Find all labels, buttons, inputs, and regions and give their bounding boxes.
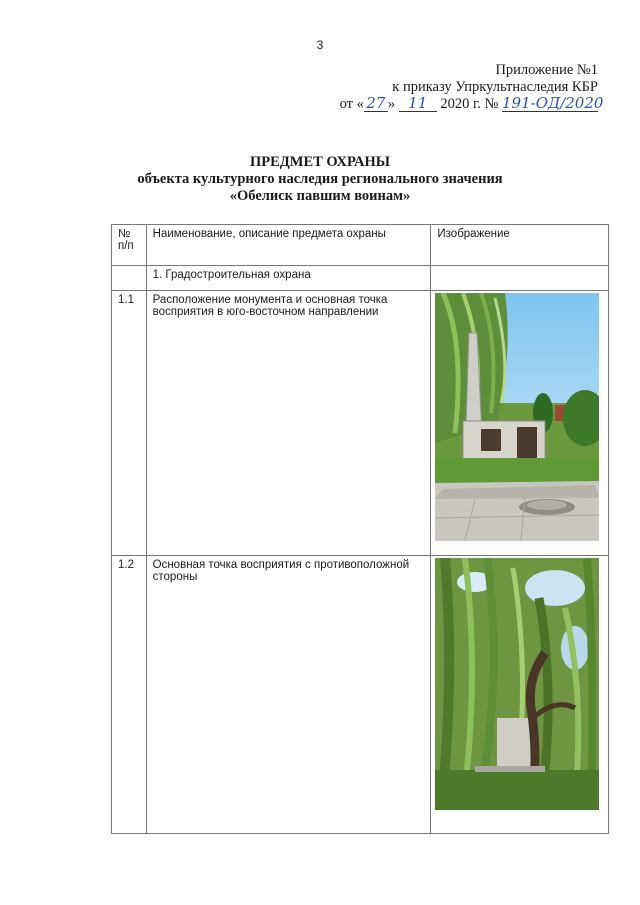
appendix-header xyxy=(339,62,604,113)
willow-tree-photo-icon xyxy=(435,558,599,810)
year-text: 2020 г. № xyxy=(440,96,499,112)
table-section-row xyxy=(112,266,609,291)
appendix-date-line xyxy=(339,94,604,113)
header-desc: Наименование, описание предмета охраны xyxy=(146,225,431,266)
date-prefix: от « xyxy=(339,96,364,112)
title-line-2: объекта культурного наследия регионального значения xyxy=(137,171,503,187)
row-image-cell xyxy=(431,291,609,556)
handwritten-month: 11 xyxy=(399,96,437,112)
title-line-1: ПРЕДМЕТ ОХРАНЫ xyxy=(249,154,391,170)
section-num-cell xyxy=(112,266,147,291)
protection-table xyxy=(111,224,609,834)
row-num: 1.2 xyxy=(112,556,147,834)
appendix-title: Приложение №1 xyxy=(495,62,598,78)
row-desc: Расположение монумента и основная точка восприятия в юго-восточном направлении xyxy=(146,291,431,556)
page-number: 3 xyxy=(316,38,324,52)
obelisk-photo-icon xyxy=(435,293,599,541)
table-row xyxy=(112,291,609,556)
table-header-row xyxy=(112,225,609,266)
title-line-3: «Обелиск павшим воинам» xyxy=(229,188,411,204)
date-mid: » xyxy=(387,96,396,112)
section-image-cell xyxy=(431,266,609,291)
appendix-order-ref: к приказу Упркультнаследия КБР xyxy=(392,79,598,95)
document-title xyxy=(0,154,640,205)
row-desc: Основная точка восприятия с противоположной стороны xyxy=(146,556,431,834)
header-num: № п/п xyxy=(112,225,147,266)
header-image: Изображение xyxy=(431,225,609,266)
table-row xyxy=(112,556,609,834)
handwritten-day: 27 xyxy=(364,96,388,112)
row-num: 1.1 xyxy=(112,291,147,556)
section-label: 1. Градостроительная охрана xyxy=(146,266,431,291)
handwritten-order-number: 191-ОД/2020 xyxy=(502,94,604,112)
row-image-cell xyxy=(431,556,609,834)
